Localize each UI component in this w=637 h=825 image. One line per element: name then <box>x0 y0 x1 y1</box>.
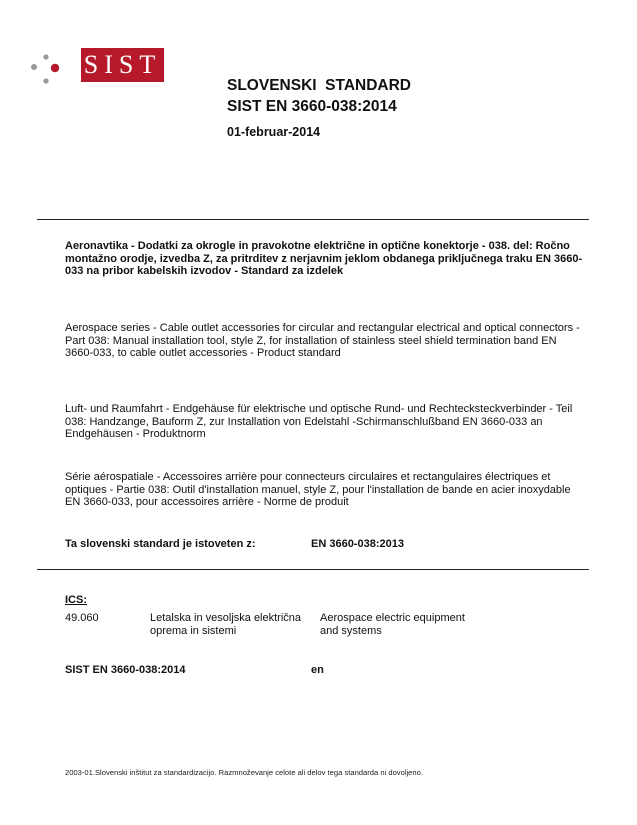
ics-description-en: Aerospace electric equipment and systems <box>320 612 465 637</box>
logo-dot-top <box>43 54 48 59</box>
logo-dot-center <box>51 64 59 72</box>
identical-label: Ta slovenski standard je istoveten z: <box>65 538 256 550</box>
footer-standard-code: SIST EN 3660-038:2014 <box>65 664 186 676</box>
ics-description-sl: Letalska in vesoljska električna oprema in sistemi <box>150 612 302 637</box>
footer-language: en <box>311 664 324 676</box>
title-german: Luft- und Raumfahrt - Endgehäuse für elektrische und optische Rund- und Rechtecksteckverbinder - Teil 038: Handzange, Bauform Z, zur Installation von Edelstahl -Schirmanschlußband EN 3660-033 an Endgehäusen - Produktnorm <box>65 403 573 440</box>
identical-value: EN 3660-038:2013 <box>311 538 404 550</box>
divider-top <box>37 219 589 220</box>
title-slovenian: Aeronavtika - Dodatki za okrogle in pravokotne električne in optične konektorje - 038. del: Ročno montažno orodje, izvedba Z, za pritrditev z nerjavnim jeklom obdanega priključnega traku EN 3660-033 na pribor kabelskih izvodov - Standard za izdelek <box>65 240 583 277</box>
ics-label: ICS: <box>65 594 87 606</box>
copyright-notice: 2003-01.Slovenski inštitut za standardizacijo. Razmnoževanje celote ali delov tega standarda ni dovoljeno. <box>65 768 423 777</box>
title-french: Série aérospatiale - Accessoires arrière pour connecteurs circulaires et rectangulaires électriques et optiques - Partie 038: Outil d'installation manuel, style Z, pour l'installation de bande en acier inoxydable EN 3660-033, pour accessoires arrière - Norme de produit <box>65 471 571 508</box>
title-english: Aerospace series - Cable outlet accessories for circular and rectangular electrical and optical connectors - Part 038: Manual installation tool, style Z, for installation of stainless steel shield termination band EN 3660-033, to cable outlet accessories - Product standard <box>65 322 580 359</box>
standard-code: SIST EN 3660-038:2014 <box>227 98 397 115</box>
divider-bottom <box>37 569 589 570</box>
standard-date: 01-februar-2014 <box>227 125 321 139</box>
standard-title: SLOVENSKI STANDARD <box>227 77 412 94</box>
logo-dot-left <box>31 64 37 70</box>
ics-code: 49.060 <box>65 612 99 624</box>
logo-dot-bottom <box>43 78 48 83</box>
sist-logo-dots <box>30 52 78 92</box>
sist-logo: SIST <box>81 48 164 82</box>
